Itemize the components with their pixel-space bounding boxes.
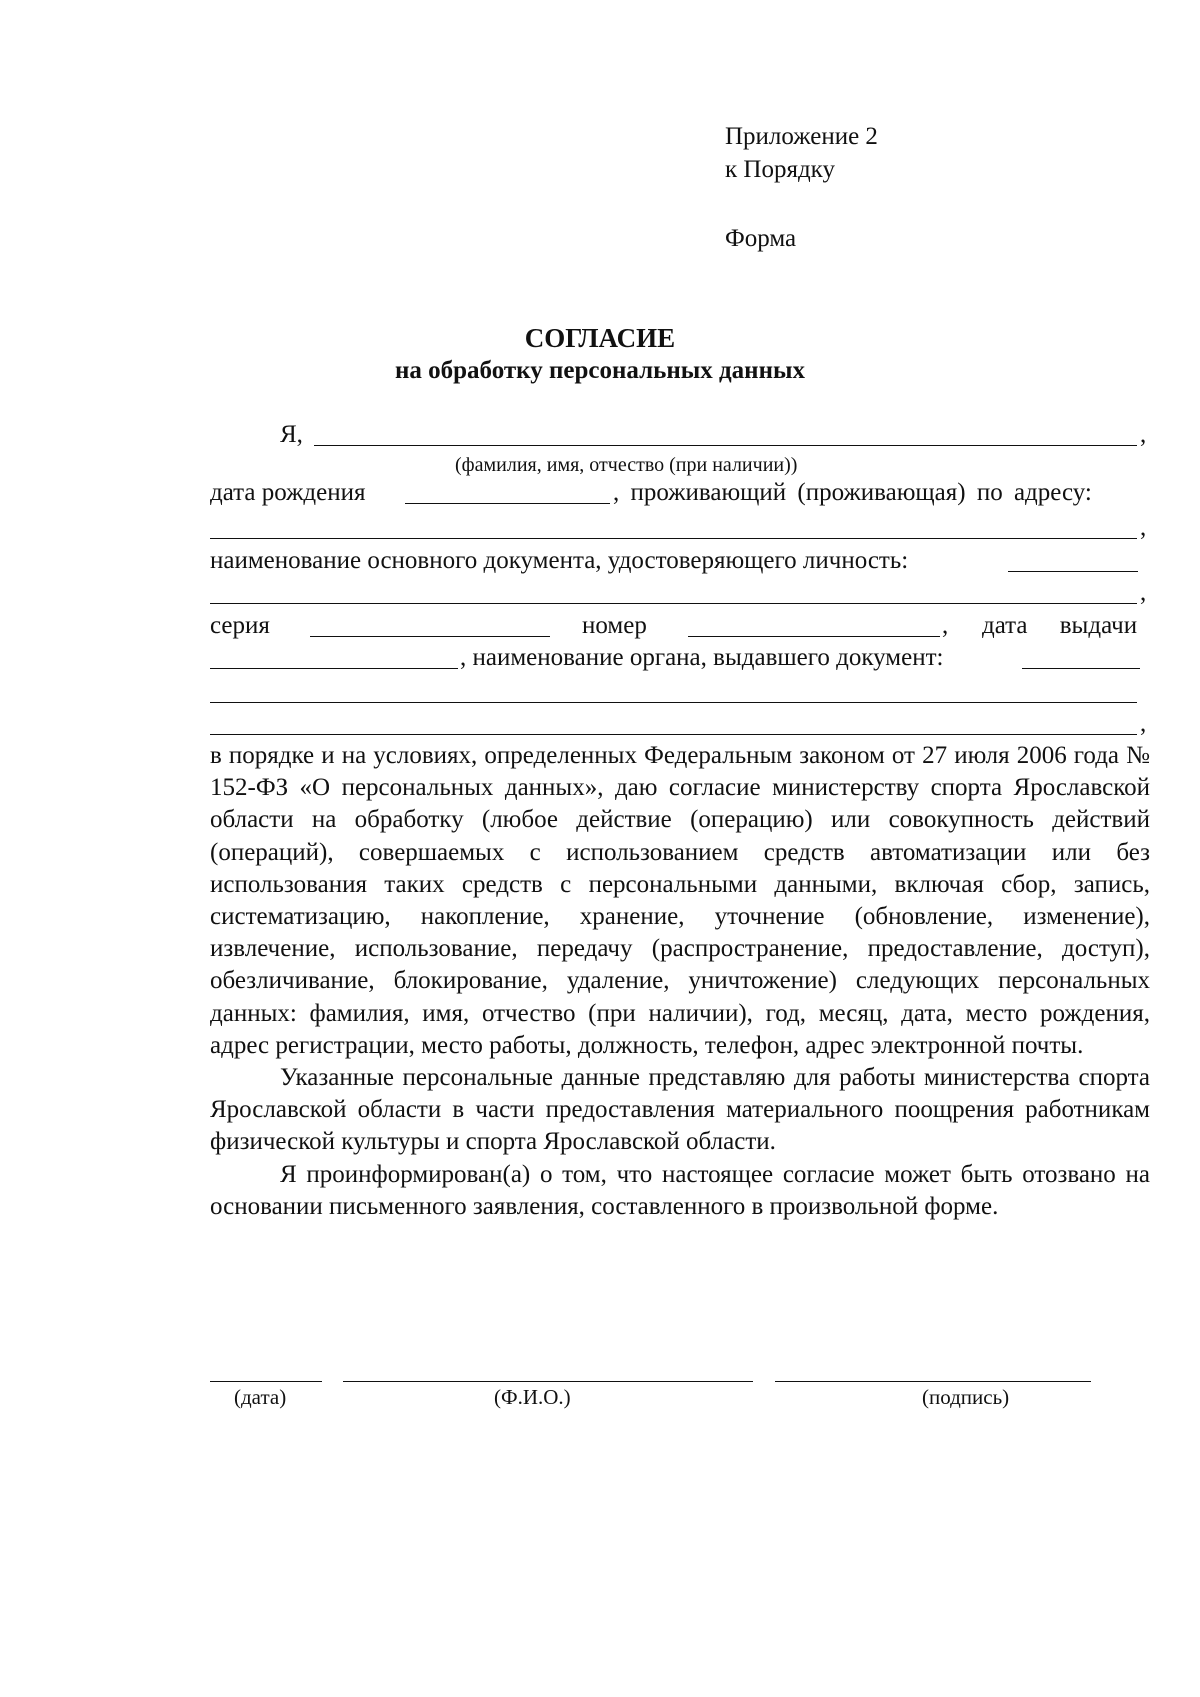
document-title: СОГЛАСИЕ (524, 323, 676, 353)
address-line (210, 512, 1150, 544)
series-label: серия (210, 612, 270, 639)
form-label: Форма (725, 225, 797, 252)
appendix-reference (725, 120, 878, 186)
issuer-continuation-line-2 (210, 708, 1150, 740)
signature-sign-field[interactable] (775, 1381, 1091, 1382)
signature-date-caption: (дата) (234, 1385, 287, 1409)
issue-date-label: дата выдачи (982, 612, 1138, 639)
i-label: Я, (280, 421, 303, 448)
comma: , (1140, 514, 1147, 541)
consent-paragraph-1: в порядке и на условиях, определенных Федеральным законом от 27 июля 2006 года № 152-ФЗ «О персональных данных», даю согласие министерству спорта Ярославской области на обработку (любое действие (операцию) или совокупность действий (операций), совершаемых с использованием средств автоматизации или без использования таких средств с персональными данными, включая сбор, запись, систематизацию, накопление, хранение, уточнение (обновление, изменение), извлечение, использование, передачу (распространение, предоставление, доступ), обезличивание, блокирование, удаление, уничтожение) следующих персональных данных: фамилия, имя, отчество (при наличии), год, месяц, дата, место рождения, адрес регистрации, место работы, должность, телефон, адрес электронной почты. (210, 742, 1150, 1059)
document-name-line (210, 545, 1150, 577)
birth-date-field[interactable] (405, 503, 610, 504)
signature-fio-caption: (Ф.И.О.) (494, 1385, 571, 1409)
comma: , (1140, 710, 1147, 737)
comma: , (1140, 421, 1147, 448)
appendix-line-1: Приложение 2 (725, 123, 878, 150)
issuer-continuation-field-2[interactable] (210, 734, 1137, 735)
issuer-continuation-field[interactable] (210, 702, 1137, 703)
consent-body (210, 740, 1150, 1223)
fio-line (210, 419, 1150, 451)
residing-label: , проживающий (проживающая) по адресу: (613, 479, 1092, 506)
number-field[interactable] (688, 636, 940, 637)
issue-date-field[interactable] (210, 668, 458, 669)
document-continuation-line (210, 577, 1150, 609)
document-subtitle: на обработку персональных данных (395, 357, 805, 384)
appendix-line-2: к Порядку (725, 156, 835, 183)
birth-address-line (210, 477, 1150, 509)
series-number-line (210, 610, 1150, 642)
number-label: номер (582, 612, 647, 639)
address-field[interactable] (210, 538, 1137, 539)
birth-label: дата рождения (210, 479, 366, 506)
fio-caption: (фамилия, имя, отчество (при наличии)) (455, 454, 798, 476)
document-continuation-field[interactable] (210, 603, 1137, 604)
issuer-field[interactable] (1022, 668, 1140, 669)
fio-field[interactable] (314, 445, 1137, 446)
doc-label: наименование основного документа, удостоверяющего личность: (210, 547, 909, 574)
document-name-field[interactable] (1008, 571, 1138, 572)
consent-paragraph-2: Указанные персональные данные представляю для работы министерства спорта Ярославской области в части предоставления материального поощрения работникам физической культуры и спорта Ярославской области. (210, 1064, 1150, 1156)
issuer-label: , наименование органа, выдавшего документ: (460, 644, 944, 671)
comma: , (1140, 579, 1147, 606)
issuer-line (210, 642, 1150, 674)
series-field[interactable] (310, 636, 550, 637)
comma: , (942, 612, 949, 639)
consent-paragraph-3: Я проинформирован(а) о том, что настоящее согласие может быть отозвано на основании письменного заявления, составленного в произвольной форме. (210, 1160, 1150, 1220)
signature-sign-caption: (подпись) (922, 1385, 1010, 1409)
signature-fio-field[interactable] (343, 1381, 753, 1382)
signature-date-field[interactable] (210, 1381, 322, 1382)
issuer-continuation-line (210, 676, 1150, 708)
